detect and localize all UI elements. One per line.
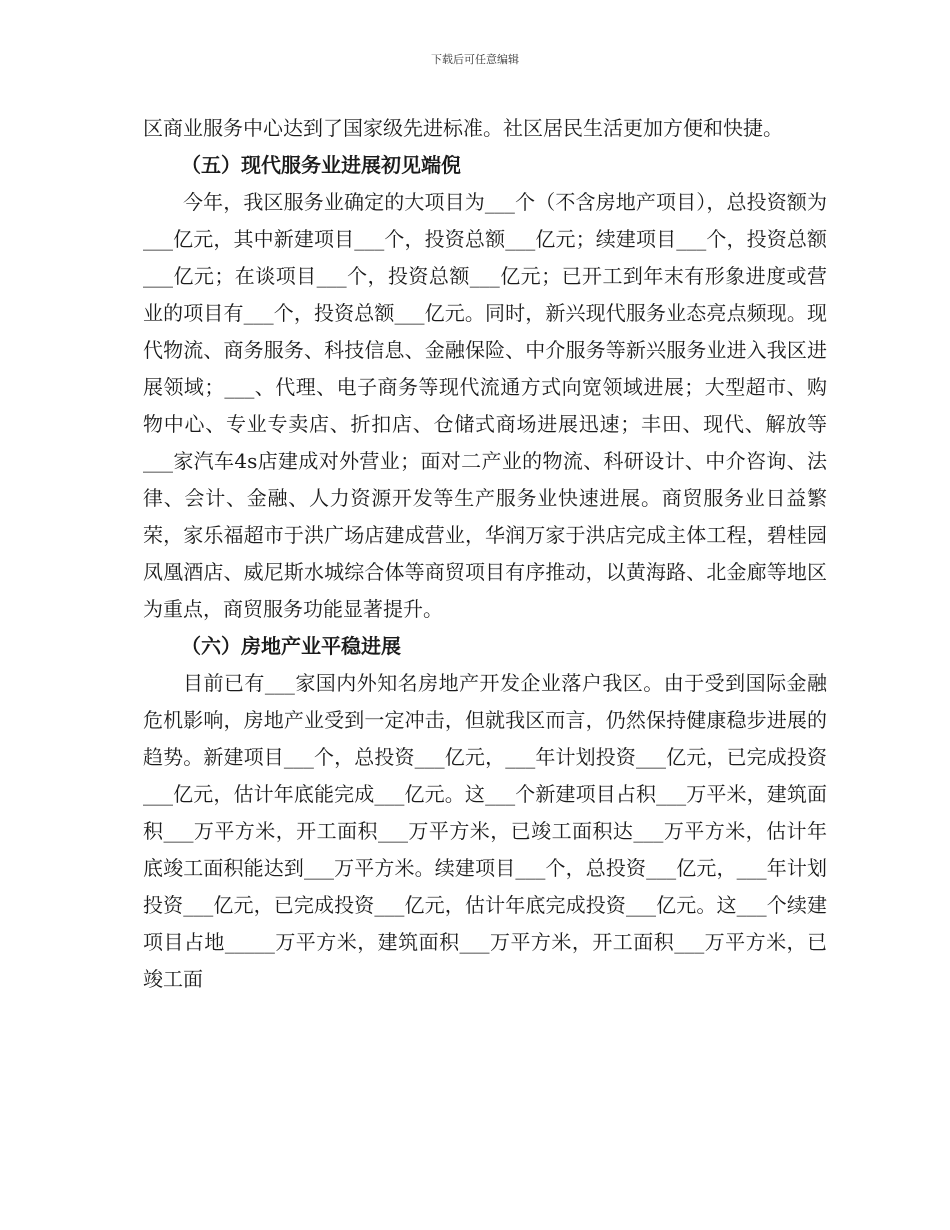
section-heading-6: （六）房地产业平稳进展 [181, 634, 401, 658]
section-paragraph-6: 目前已有___家国内外知名房地产开发企业落户我区。由于受到国际金融危机影响，房地产业受到一定冲击，但就我区而言，仍然保持健康稳步进展的趋势。新建项目___个，总投资___亿元，___年计划投资___亿元，已完成投资___亿元，估计年底能完成___亿元。这___个新建项目占积___万平米，建筑面积___万平方米，开工面积___万平方米，已竣工面积达___万平方米，估计年底竣工面积能达到___万平方米。续建项目___个，总投资___亿元，___年计划投资___亿元，已完成投资___亿元，估计年底完成投资___亿元。这___个续建项目占地_____万平方米，建筑面积___万平方米，开工面积___万平方米，已竣工面 [143, 671, 827, 991]
page-header: 下载后可任意编辑 [431, 53, 519, 66]
section-paragraph-5: 今年，我区服务业确定的大项目为___个（不含房地产项目），总投资额为___亿元，其中新建项目___个，投资总额___亿元；续建项目___个，投资总额___亿元；在谈项目___个，投资总额___亿元；已开工到年末有形象进度或营业的项目有___个，投资总额___亿元。同时，新兴现代服务业态亮点频现。现代物流、商务服务、科技信息、金融保险、中介服务等新兴服务业进入我区进展领域；___、代理、电子商务等现代流通方式向宽领域进展；大型超市、购物中心、专业专卖店、折扣店、仓储式商场进展迅速；丰田、现代、解放等___家汽车4s店建成对外营业；面对二产业的物流、科研设计、中介咨询、法律、会计、金融、人力资源开发等生产服务业快速进展。商贸服务业日益繁荣，家乐福超市于洪广场店建成营业，华润万家于洪店完成主体工程，碧桂园凤凰酒店、威尼斯水城综合体等商贸项目有序推动，以黄海路、北金廊等地区为重点，商贸服务功能显著提升。 [143, 190, 827, 621]
continued-paragraph: 区商业服务中心达到了国家级先进标准。社区居民生活更加方便和快捷。 [143, 116, 783, 140]
section-heading-5: （五）现代服务业进展初见端倪 [181, 153, 461, 177]
document-body [143, 110, 827, 998]
